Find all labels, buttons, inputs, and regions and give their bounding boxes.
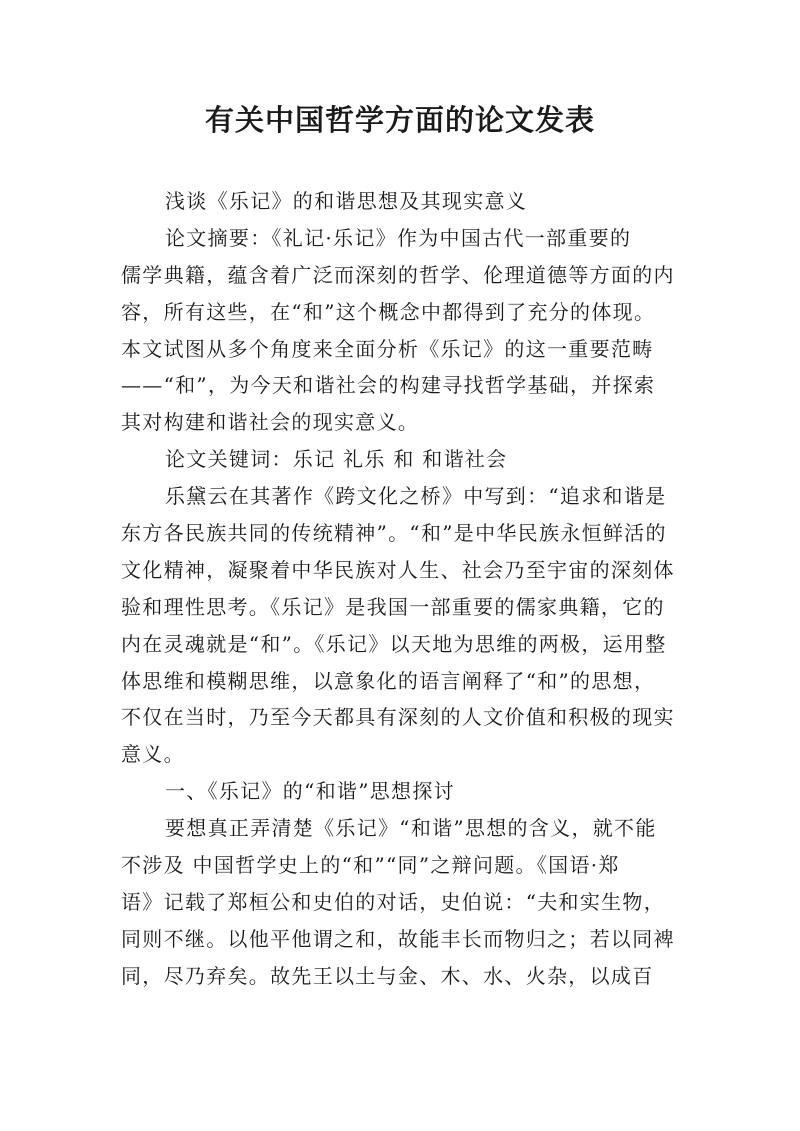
paragraph-line: 乐黛云在其著作《跨文化之桥》中写到：“追求和谐是 (165, 484, 667, 509)
abstract-line: 儒学典籍，蕴含着广泛而深刻的哲学、伦理道德等方面的内 (121, 262, 675, 287)
abstract-line: 其对构建和谐社会的现实意义。 (121, 410, 420, 435)
abstract-line: ——“和”，为今天和谐社会的构建寻找哲学基础，并探索 (121, 373, 656, 398)
abstract-line: 论文摘要：《礼记·乐记》作为中国古代一部重要的 (165, 225, 632, 250)
paragraph-line: 同，尽乃弃矣。故先王以土与金、木、水、火杂，以成百 (121, 963, 654, 988)
section-heading: 一、《乐记》的“和谐”思想探讨 (165, 779, 455, 804)
abstract-line: 容，所有这些，在“和”这个概念中都得到了充分的体现。 (121, 299, 656, 324)
paragraph-line: 不涉及 中国哲学史上的“和”“同”之辩问题。《国语·郑 (121, 853, 620, 878)
paragraph-line: 语》记载了郑桓公和史伯的对话，史伯说：“夫和实生物， (121, 889, 666, 914)
document-body (121, 183, 683, 995)
subtitle-line: 浅谈《乐记》的和谐思想及其现实意义 (165, 189, 528, 213)
paragraph-line: 不仅在当时，乃至今天都具有深刻的人文价值和积极的现实 (121, 705, 675, 730)
paragraph-line: 意义。 (121, 742, 185, 767)
paragraph-line: 验和理性思考。《乐记》是我国一部重要的儒家典籍，它的 (121, 594, 665, 619)
paragraph-line: 东方各民族共同的传统精神”。“和”是中华民族永恒鲜活的 (121, 521, 667, 546)
paragraph-line: 同则不继。以他平他谓之和，故能丰长而物归之；若以同裨 (121, 926, 675, 951)
document-title: 有关中国哲学方面的论文发表 (204, 103, 595, 137)
abstract-line: 本文试图从多个角度来全面分析《乐记》的这一重要范畴 (121, 336, 654, 361)
paragraph-line: 文化精神，凝聚着中华民族对人生、社会乃至宇宙的深刻体 (121, 557, 675, 582)
paragraph-line: 体思维和模糊思维，以意象化的语言阐释了“和”的思想， (121, 668, 656, 693)
keywords-line: 论文关键词：乐记 礼乐 和 和谐社会 (165, 447, 508, 472)
paragraph-line: 内在灵魂就是“和”。《乐记》以天地为思维的两极，运用整 (121, 631, 667, 656)
paragraph-line: 要想真正弄清楚《乐记》“和谐”思想的含义，就不能 (165, 816, 657, 841)
